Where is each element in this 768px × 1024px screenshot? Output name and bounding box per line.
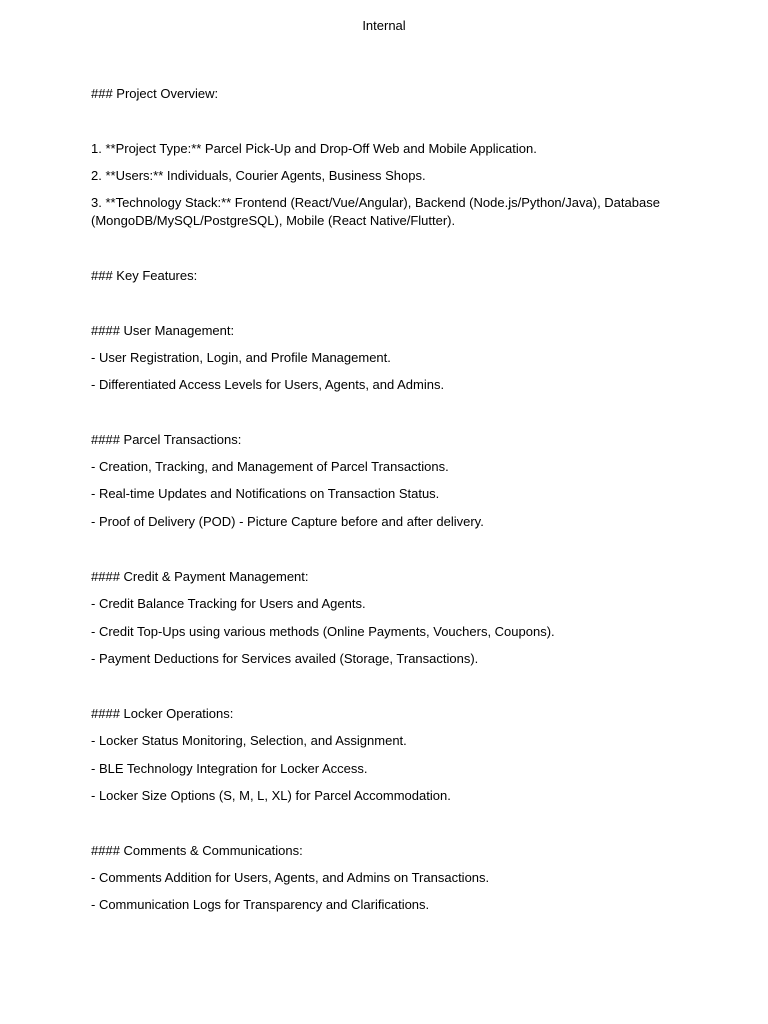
list-item: - Credit Top-Ups using various methods (Online Payments, Vouchers, Coupons). [91,624,555,639]
overview-item-users: 2. **Users:** Individuals, Courier Agents, Business Shops. [91,168,426,183]
overview-item-technology-stack-continued: (MongoDB/MySQL/PostgreSQL), Mobile (React Native/Flutter). [91,213,456,228]
list-item: - Proof of Delivery (POD) - Picture Capture before and after delivery. [91,514,484,529]
list-item: - Differentiated Access Levels for Users, Agents, and Admins. [91,377,445,392]
list-item: - Comments Addition for Users, Agents, and Admins on Transactions. [91,870,490,885]
list-item: - BLE Technology Integration for Locker Access. [91,761,368,776]
page-header-label: Internal [362,18,406,33]
section-heading-credit-payment: #### Credit & Payment Management: [91,569,309,584]
project-overview-heading: ### Project Overview: [91,86,219,101]
overview-item-technology-stack: 3. **Technology Stack:** Frontend (React/Vue/Angular), Backend (Node.js/Python/Java), Database [91,195,660,210]
section-heading-comments-communications: #### Comments & Communications: [91,843,303,858]
list-item: - Communication Logs for Transparency and Clarifications. [91,897,430,912]
list-item: - Real-time Updates and Notifications on Transaction Status. [91,486,440,501]
section-heading-locker-operations: #### Locker Operations: [91,706,234,721]
list-item: - Locker Size Options (S, M, L, XL) for Parcel Accommodation. [91,788,451,803]
list-item: - Credit Balance Tracking for Users and Agents. [91,596,366,611]
section-heading-user-management: #### User Management: [91,323,235,338]
list-item: - User Registration, Login, and Profile Management. [91,350,391,365]
key-features-heading: ### Key Features: [91,268,198,283]
list-item: - Creation, Tracking, and Management of Parcel Transactions. [91,459,449,474]
list-item: - Payment Deductions for Services availed (Storage, Transactions). [91,651,479,666]
list-item: - Locker Status Monitoring, Selection, and Assignment. [91,733,407,748]
overview-item-project-type: 1. **Project Type:** Parcel Pick-Up and Drop-Off Web and Mobile Application. [91,141,537,156]
section-heading-parcel-transactions: #### Parcel Transactions: [91,432,242,447]
